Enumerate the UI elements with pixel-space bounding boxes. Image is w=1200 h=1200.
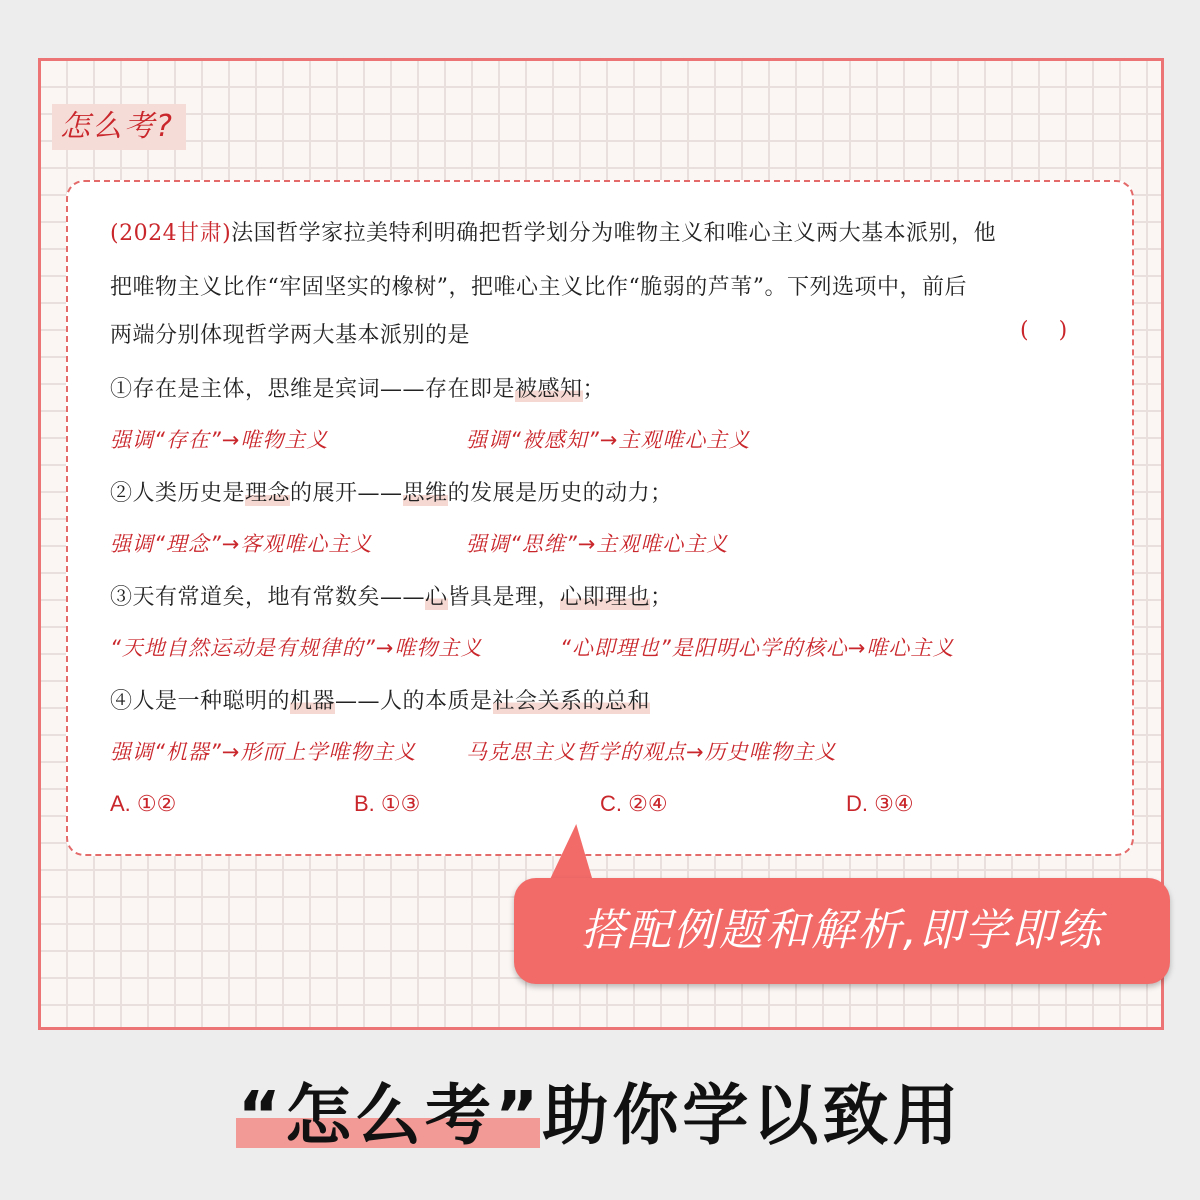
statement-3-highlight-1: 心 bbox=[425, 585, 448, 610]
statement-2-middle: 的展开—— bbox=[290, 481, 403, 506]
statement-4-highlight-1: 机器 bbox=[290, 689, 336, 714]
question-line-2: 把唯物主义比作“牢固坚实的橡树”，把唯心主义比作“脆弱的芦苇”。下列选项中，前后 bbox=[110, 275, 967, 300]
statement-1 bbox=[110, 372, 605, 403]
statement-1-end: ； bbox=[582, 377, 606, 402]
statement-3 bbox=[110, 580, 673, 611]
statement-2-highlight-1: 理念 bbox=[245, 481, 291, 506]
annotation-4-right: 马克思主义哲学的观点→历史唯物主义 bbox=[466, 740, 837, 764]
question-source: (2024甘肃) bbox=[110, 221, 232, 246]
question-line-3: 两端分别体现哲学两大基本派别的是 bbox=[110, 323, 471, 348]
annotation-4-left: 强调“机器”→形而上学唯物主义 bbox=[110, 740, 417, 764]
statement-1-highlight: 被感知 bbox=[515, 377, 583, 402]
statement-4-highlight-2: 社会关系的总和 bbox=[492, 689, 651, 714]
option-d: D. ③④ bbox=[846, 791, 914, 816]
statement-4-middle: ——人的本质是 bbox=[335, 689, 493, 714]
question-line-1 bbox=[110, 216, 996, 247]
speech-bubble bbox=[514, 878, 1170, 984]
statement-1-text: ①存在是主体，思维是宾词——存在即是 bbox=[110, 377, 516, 402]
section-title: 怎么考? bbox=[52, 104, 186, 150]
statement-3-highlight-2: 心即理也 bbox=[560, 585, 651, 610]
speech-bubble-text: 搭配例题和解析,即学即练 bbox=[581, 905, 1103, 956]
statement-4 bbox=[110, 684, 650, 715]
statement-3-text: ③天有常道矣，地有常数矣—— bbox=[110, 585, 426, 610]
statement-2-end: 的发展是历史的动力； bbox=[447, 481, 673, 506]
option-a: A. ①② bbox=[110, 791, 177, 816]
statement-2-text: ②人类历史是 bbox=[110, 481, 246, 506]
annotation-1-right: 强调“被感知”→主观唯心主义 bbox=[466, 428, 751, 452]
annotation-1-left: 强调“存在”→唯物主义 bbox=[110, 428, 329, 452]
statement-3-end: ； bbox=[650, 585, 673, 610]
statement-2 bbox=[110, 476, 673, 507]
annotation-2-left: 强调“理念”→客观唯心主义 bbox=[110, 532, 373, 556]
footer-slogan: “怎么考”助你学以致用 bbox=[237, 1077, 963, 1154]
statement-4-text: ④人是一种聪明的 bbox=[110, 689, 291, 714]
option-c: C. ②④ bbox=[600, 791, 668, 816]
speech-bubble-tail bbox=[548, 824, 602, 884]
annotation-3-left: “天地自然运动是有规律的”→唯物主义 bbox=[110, 636, 483, 660]
annotation-2-right: 强调“思维”→主观唯心主义 bbox=[466, 532, 729, 556]
question-text-1: 法国哲学家拉美特利明确把哲学划分为唯物主义和唯心主义两大基本派别，他 bbox=[231, 221, 997, 246]
answer-bracket: () bbox=[1020, 318, 1098, 343]
option-b: B. ①③ bbox=[354, 791, 421, 816]
statement-3-middle: 皆具是理， bbox=[447, 585, 561, 610]
statement-2-highlight-2: 思维 bbox=[402, 481, 448, 506]
annotation-3-right: “心即理也”是阳明心学的核心→唯心主义 bbox=[560, 636, 955, 660]
